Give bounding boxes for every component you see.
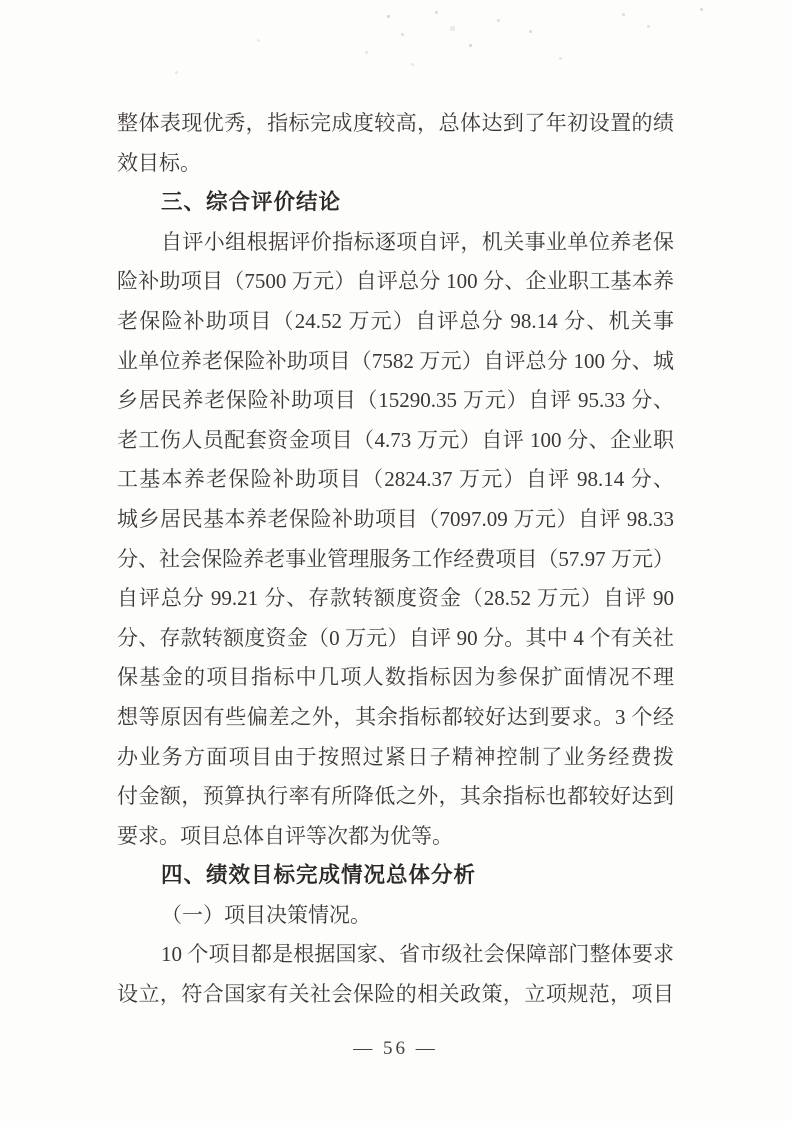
page-number: — 56 —	[353, 1038, 438, 1059]
scan-noise	[0, 0, 1, 1]
text-line: 老保险补助项目（24.52 万元）自评总分 98.14 分、机关事	[117, 308, 674, 333]
text-line: 想等原因有些偏差之外，其余指标都较好达到要求。3 个经	[117, 704, 674, 729]
section-heading: 三、综合评价结论	[161, 190, 342, 215]
text-line: 乡居民养老保险补助项目（15290.35 万元）自评 95.33 分、	[117, 388, 674, 413]
text-line: 效目标。	[117, 150, 201, 175]
text-line: 保基金的项目指标中几项人数指标因为参保扩面情况不理	[117, 665, 674, 690]
text-line: 城乡居民基本养老保险补助项目（7097.09 万元）自评 98.33	[117, 506, 674, 531]
text-line: 自评小组根据评价指标逐项自评，机关事业单位养老保	[161, 229, 674, 254]
text-line: 业单位养老保险补助项目（7582 万元）自评总分 100 分、城	[117, 348, 674, 373]
section-heading: 四、绩效目标完成情况总体分析	[161, 863, 477, 888]
text-line: 工基本养老保险补助项目（2824.37 万元）自评 98.14 分、	[117, 467, 674, 492]
text-line: 设立，符合国家有关社会保险的相关政策，立项规范，项目	[117, 982, 674, 1007]
text-line: 险补助项目（7500 万元）自评总分 100 分、企业职工基本养	[117, 269, 674, 294]
text-line: 办业务方面项目由于按照过紧日子精神控制了业务经费拨	[117, 744, 674, 769]
text-line: 分、社会保险养老事业管理服务工作经费项目（57.97 万元）	[117, 546, 674, 571]
text-line: 分、存款转额度资金（0 万元）自评 90 分。其中 4 个有关社	[117, 625, 674, 650]
text-line: 自评总分 99.21 分、存款转额度资金（28.52 万元）自评 90	[117, 586, 674, 611]
text-line: 整体表现优秀，指标完成度较高，总体达到了年初设置的绩	[117, 111, 674, 135]
text-line: 付金额，预算执行率有所降低之外，其余指标也都较好达到	[117, 784, 674, 809]
text-line: （一）项目决策情况。	[161, 902, 371, 927]
document-body	[117, 104, 674, 1015]
text-line: 10 个项目都是根据国家、省市级社会保障部门整体要求	[161, 942, 674, 967]
text-line: 老工伤人员配套资金项目（4.73 万元）自评 100 分、企业职	[117, 427, 674, 452]
text-line: 要求。项目总体自评等次都为优等。	[117, 823, 453, 848]
